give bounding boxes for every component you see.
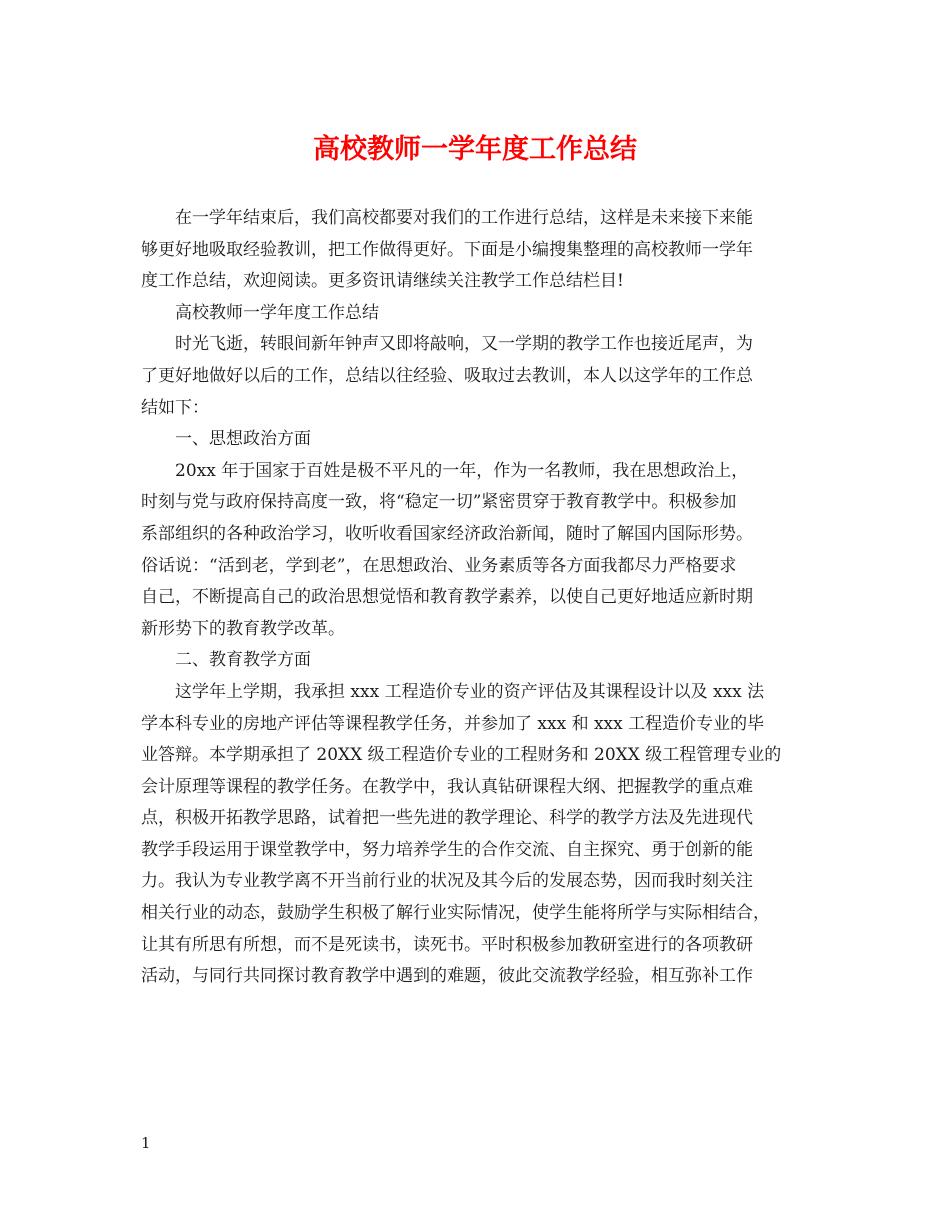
document-title: 高校教师一学年度工作总结 (313, 134, 637, 165)
paragraph-line: 度工作总结，欢迎阅读。更多资讯请继续关注教学工作总结栏目! (141, 271, 624, 292)
paragraph-line: 力。我认为专业教学离不开当前行业的状况及其今后的发展态势，因而我时刻关注 (141, 871, 753, 892)
document-body (141, 203, 811, 993)
paragraph-line: 点，积极开拓教学思路，试着把一些先进的教学理论、科学的教学方法及先进现代 (141, 808, 753, 829)
paragraph-line: 活动，与同行共同探讨教育教学中遇到的难题，彼此交流教学经验，相互弥补工作 (141, 966, 753, 987)
paragraph-line: 系部组织的各种政治学习，收听收看国家经济政治新闻，随时了解国内国际形势。 (141, 523, 753, 544)
paragraph-line: 这学年上学期，我承担 xxx 工程造价专业的资产评估及其课程设计以及 xxx 法 (175, 681, 765, 702)
paragraph-line: 学本科专业的房地产评估等课程教学任务，并参加了 xxx 和 xxx 工程造价专业的毕 (141, 713, 765, 734)
page-number: 1 (141, 1134, 151, 1152)
paragraph-line: 相关行业的动态，鼓励学生积极了解行业实际情况，使学生能将所学与实际相结合， (141, 903, 770, 924)
paragraph-line: 教学手段运用于课堂教学中，努力培养学生的合作交流、自主探究、勇于创新的能 (141, 839, 753, 860)
paragraph-line: 自己，不断提高自己的政治思想觉悟和教育教学素养，以使自己更好地适应新时期 (141, 587, 753, 608)
paragraph-line: 俗话说：“活到老，学到老”，在思想政治、业务素质等各方面我都尽力严格要求 (141, 555, 737, 576)
section-heading: 一、思想政治方面 (175, 429, 311, 450)
paragraph-line: 结如下： (141, 397, 209, 418)
paragraph-line: 新形势下的教育教学改革。 (141, 618, 345, 639)
paragraph-line: 业答辩。本学期承担了 20XX 级工程造价专业的工程财务和 20XX 级工程管理专业的 (141, 745, 782, 766)
section-heading: 二、教育教学方面 (175, 650, 311, 671)
paragraph-line: 时光飞逝，转眼间新年钟声又即将敲响，又一学期的教学工作也接近尾声，为 (175, 334, 753, 355)
paragraph-line: 够更好地吸取经验教训，把工作做得更好。下面是小编搜集整理的高校教师一学年 (141, 239, 753, 260)
paragraph-line: 在一学年结束后，我们高校都要对我们的工作进行总结，这样是未来接下来能 (175, 208, 753, 228)
paragraph-line: 让其有所思有所想，而不是死读书，读死书。平时积极参加教研室进行的各项教研 (141, 934, 753, 955)
paragraph-line: 了更好地做好以后的工作，总结以往经验、吸取过去教训，本人以这学年的工作总 (141, 365, 753, 386)
paragraph-line: 20xx 年于国家于百姓是极不平凡的一年，作为一名教师，我在思想政治上， (175, 460, 749, 481)
section-subtitle: 高校教师一学年度工作总结 (175, 302, 379, 323)
paragraph-line: 时刻与党与政府保持高度一致，将“稳定一切”紧密贯穿于教育教学中。积极参加 (141, 492, 737, 513)
paragraph-line: 会计原理等课程的教学任务。在教学中，我认真钻研课程大纲、把握教学的重点难 (141, 776, 753, 797)
